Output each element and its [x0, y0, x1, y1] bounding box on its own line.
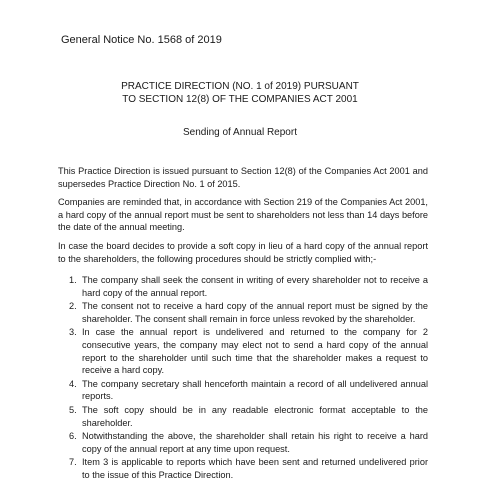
title-line-1: PRACTICE DIRECTION (NO. 1 of 2019) PURSUANT — [121, 81, 359, 92]
procedures-list — [58, 274, 428, 483]
general-notice-number: General Notice No. 1568 of 2019 — [61, 34, 222, 46]
list-item-text: The consent not to receive a hard copy of the annual report must be signed by the shareholder. The consent shall remain in force unless revoked by the shareholder. — [82, 301, 428, 324]
paragraph-procedures-intro: In case the board decides to provide a soft copy in lieu of a hard copy of the annual report to the shareholders, the following procedures should be strictly complied with;- — [58, 241, 428, 264]
list-item — [58, 300, 428, 325]
paragraph-reminder: Companies are reminded that, in accordance with Section 219 of the Companies Act 2001, a hard copy of the annual report must be sent to shareholders not less than 14 days before the date of the annual meeting. — [58, 197, 428, 233]
list-item — [58, 378, 428, 403]
list-item-text: The company secretary shall henceforth maintain a record of all undelivered annual reports. — [82, 378, 428, 402]
list-item-number: 1. — [69, 275, 77, 285]
list-item-number: 2. — [69, 301, 77, 312]
list-item-text: The company shall seek the consent in writing of every shareholder not to receive a hard copy of the annual report. — [82, 275, 428, 298]
title-line-2: TO SECTION 12(8) OF THE COMPANIES ACT 2001 — [122, 94, 358, 105]
list-item-number: 7. — [69, 457, 77, 468]
list-item-text: Item 3 is applicable to reports which have been sent and returned undelivered prior to the issue of this Practice Direction. — [82, 457, 428, 480]
list-item-text: The soft copy should be in any readable electronic format acceptable to the shareholder. — [82, 404, 428, 428]
list-item — [58, 456, 428, 481]
list-item — [58, 274, 428, 299]
list-item — [58, 404, 428, 429]
list-item-text: Notwithstanding the above, the shareholder shall retain his right to receive a hard copy of the annual report at any time upon request. — [82, 431, 428, 454]
list-item — [58, 430, 428, 455]
list-item-number: 5. — [69, 404, 77, 415]
list-item — [58, 326, 428, 376]
document-title — [0, 80, 480, 106]
list-item-number: 3. — [69, 327, 77, 338]
paragraph-issuance: This Practice Direction is issued pursuant to Section 12(8) of the Companies Act 2001 and supersedes Practice Direction No. 1 of 2015. — [58, 166, 428, 189]
list-item-number: 6. — [69, 431, 77, 442]
list-item-text: In case the annual report is undelivered and returned to the company for 2 consecutive years, the company may elect not to send a hard copy of the annual report to the shareholder until such time that the shareholder makes a request to receive a hard copy. — [82, 327, 428, 376]
list-item-number: 4. — [69, 378, 77, 389]
document-subtitle: Sending of Annual Report — [183, 127, 297, 138]
